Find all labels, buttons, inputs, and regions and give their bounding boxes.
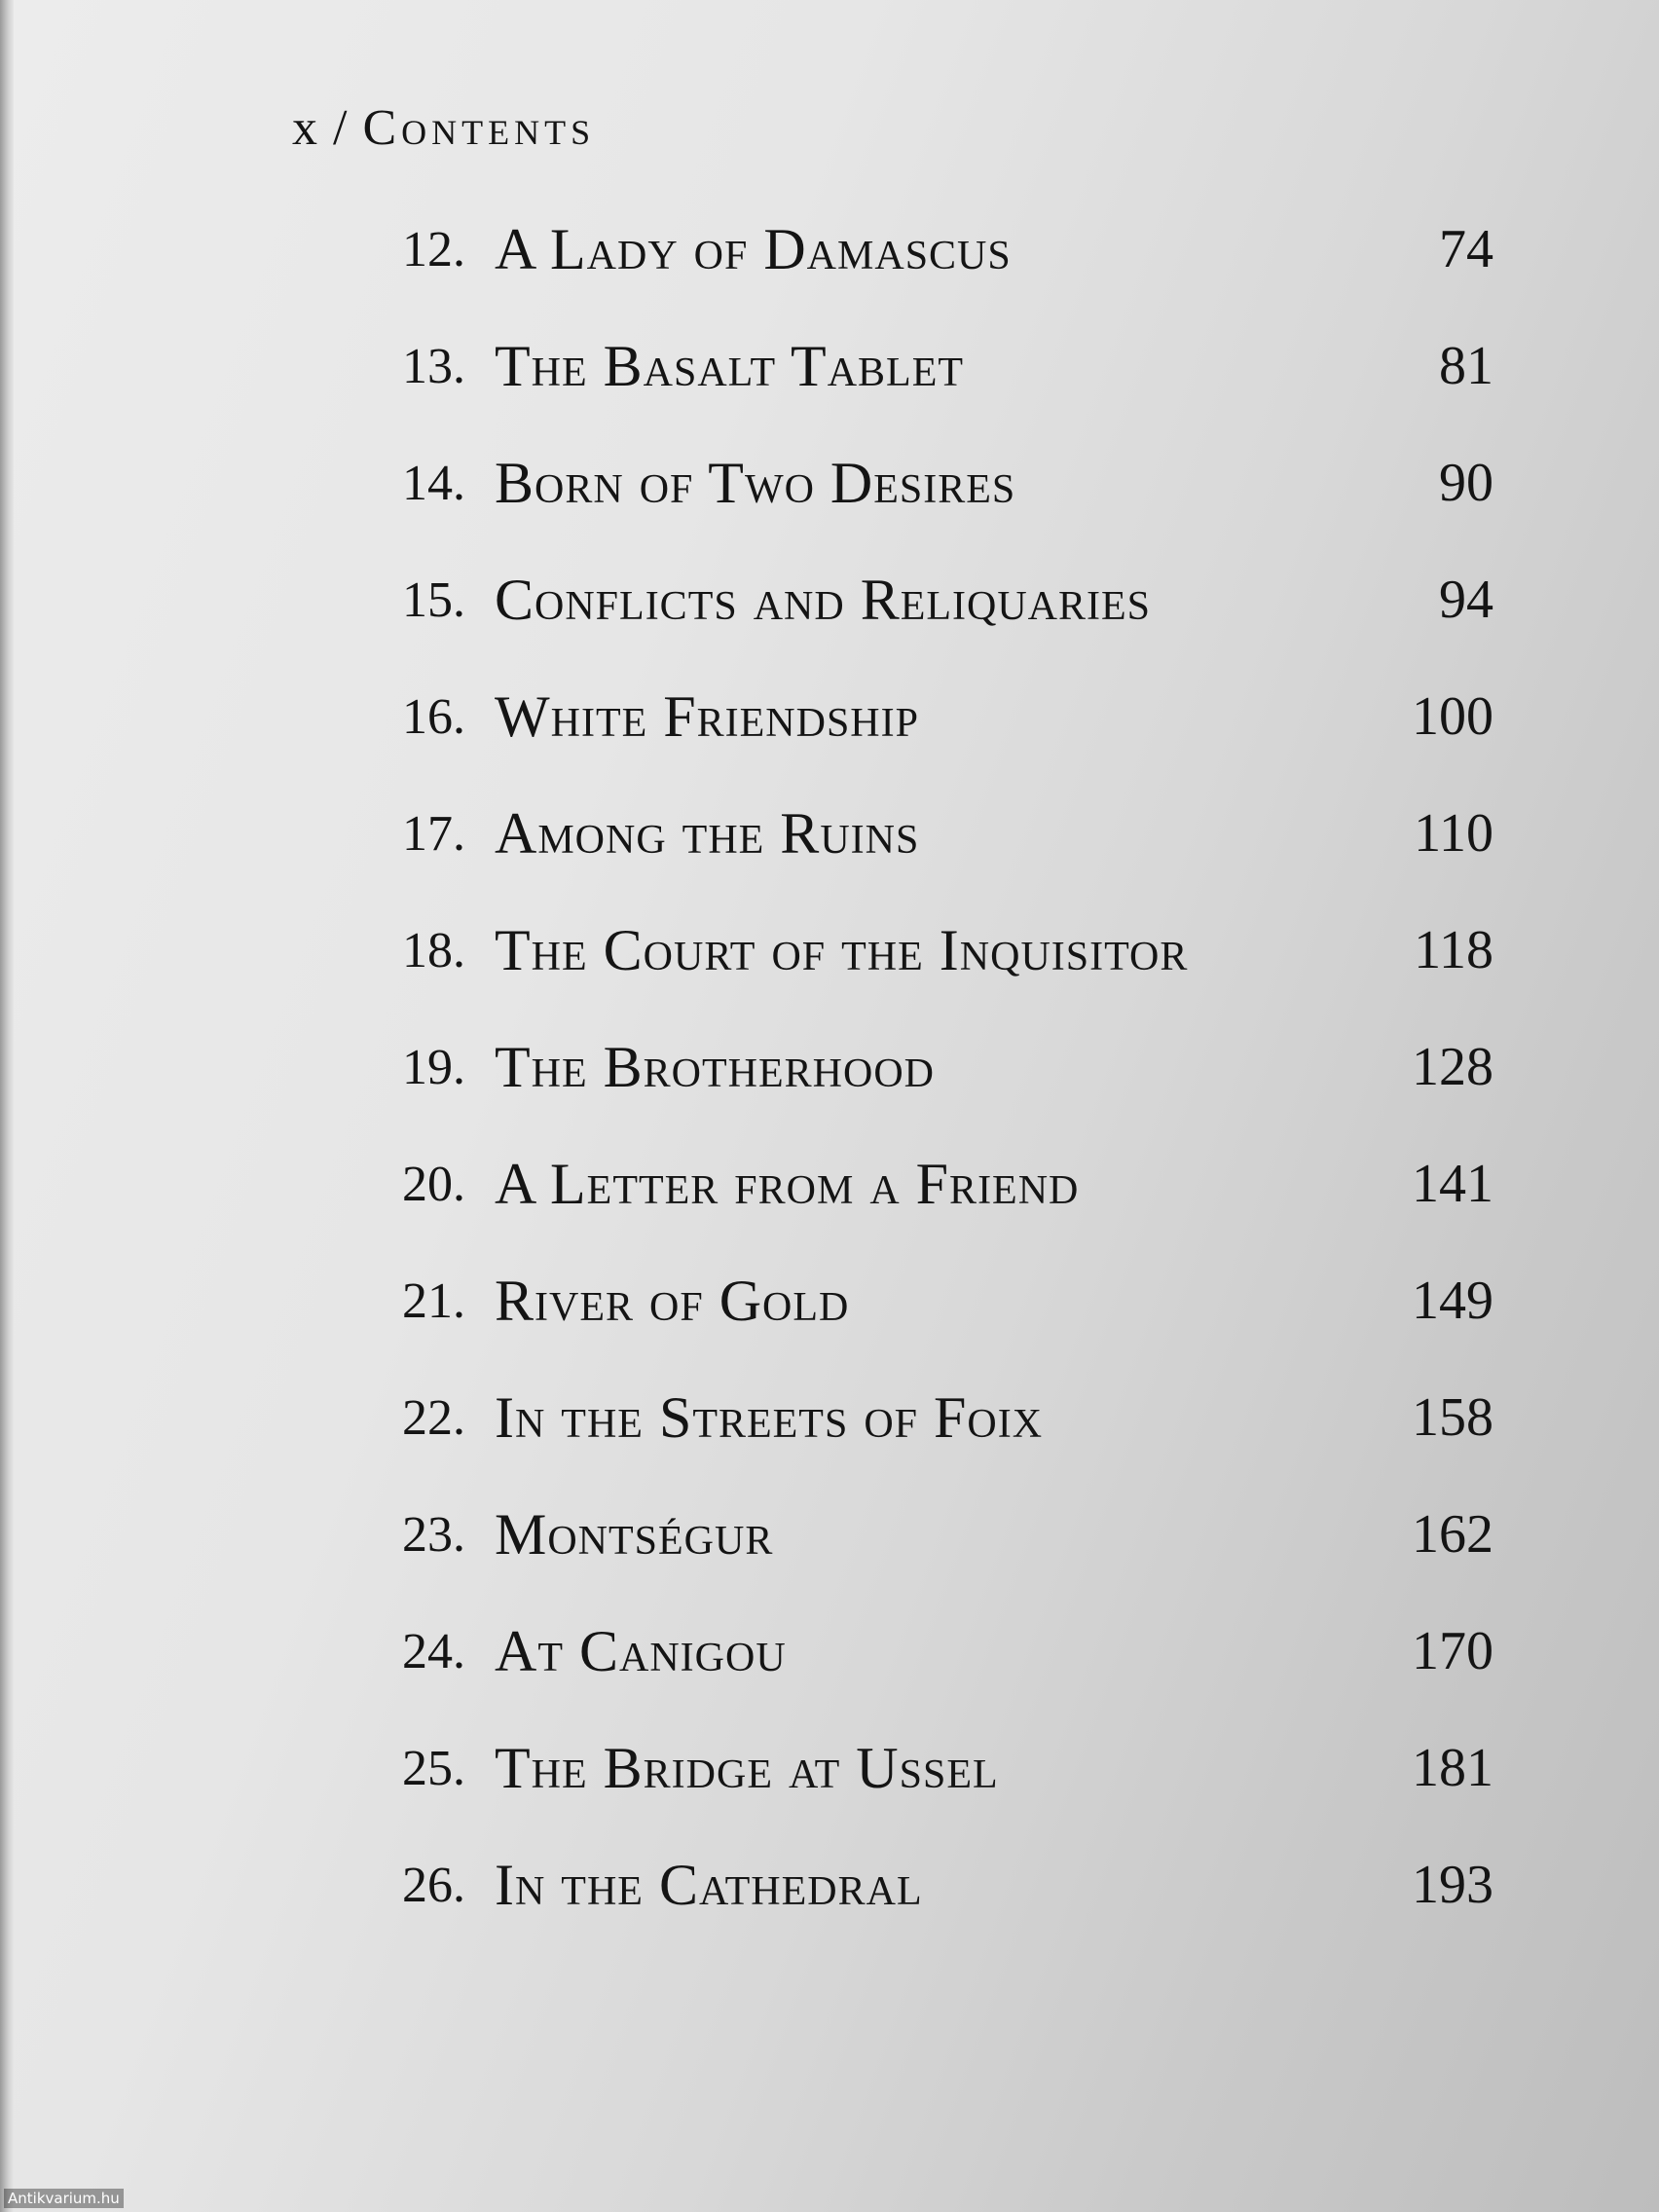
page-edge	[0, 0, 14, 2212]
watermark: Antikvarium.hu	[4, 2189, 124, 2208]
chapter-number: 22.	[402, 1389, 465, 1446]
chapter-number: 16.	[402, 688, 465, 745]
chapter-page-number: 90	[1439, 453, 1493, 513]
toc-entry-16	[360, 658, 1493, 775]
chapter-page-number: 110	[1414, 803, 1493, 864]
chapter-title: River of Gold	[495, 1268, 850, 1333]
toc-entry-23	[360, 1476, 1493, 1593]
chapter-number: 12.	[402, 221, 465, 277]
chapter-title: White Friendship	[495, 683, 919, 749]
toc-entry-26	[360, 1826, 1493, 1943]
running-head-title: Contents	[362, 100, 596, 156]
page-folio: x	[292, 100, 319, 156]
chapter-number: 24.	[402, 1623, 465, 1679]
chapter-number: 21.	[402, 1272, 465, 1329]
toc-entry-12	[360, 191, 1493, 308]
chapter-title: A Lady of Damascus	[495, 216, 1012, 281]
chapter-number: 15.	[402, 571, 465, 628]
toc-entry-17	[360, 775, 1493, 892]
toc-entry-21	[360, 1242, 1493, 1359]
chapter-page-number: 94	[1439, 570, 1493, 630]
chapter-page-number: 193	[1412, 1855, 1493, 1915]
toc-entry-25	[360, 1710, 1493, 1826]
chapter-page-number: 100	[1412, 686, 1493, 747]
chapter-page-number: 170	[1412, 1621, 1493, 1681]
chapter-title: Born of Two Desires	[495, 450, 1016, 515]
chapter-page-number: 141	[1412, 1154, 1493, 1214]
toc-entry-20	[360, 1125, 1493, 1242]
toc-entry-22	[360, 1359, 1493, 1476]
chapter-title: In the Streets of Foix	[495, 1384, 1044, 1450]
chapter-title: The Bridge at Ussel	[495, 1735, 999, 1800]
chapter-title: The Court of the Inquisitor	[495, 917, 1189, 982]
chapter-number: 19.	[402, 1039, 465, 1095]
running-head	[292, 99, 595, 157]
chapter-title: Conflicts and Reliquaries	[495, 567, 1152, 632]
chapter-number: 14.	[402, 455, 465, 511]
chapter-page-number: 181	[1412, 1738, 1493, 1798]
chapter-title: A Letter from a Friend	[495, 1151, 1080, 1216]
chapter-title: Among the Ruins	[495, 800, 920, 866]
chapter-page-number: 162	[1412, 1504, 1493, 1565]
toc-entry-13	[360, 308, 1493, 424]
toc-entry-24	[360, 1593, 1493, 1710]
toc-entry-15	[360, 541, 1493, 658]
chapter-number: 13.	[402, 338, 465, 394]
toc-entry-14	[360, 424, 1493, 541]
running-head-separator: /	[333, 100, 350, 156]
chapter-page-number: 74	[1439, 219, 1493, 279]
table-of-contents	[360, 191, 1493, 1943]
chapter-page-number: 158	[1412, 1387, 1493, 1448]
chapter-title: The Brotherhood	[495, 1034, 935, 1099]
toc-entry-18	[360, 892, 1493, 1009]
chapter-number: 26.	[402, 1857, 465, 1913]
chapter-page-number: 81	[1439, 336, 1493, 396]
chapter-page-number: 149	[1412, 1271, 1493, 1331]
chapter-number: 18.	[402, 922, 465, 978]
chapter-title: At Canigou	[495, 1618, 787, 1683]
chapter-page-number: 118	[1414, 920, 1493, 980]
chapter-title: In the Cathedral	[495, 1852, 923, 1917]
chapter-number: 25.	[402, 1740, 465, 1796]
chapter-number: 23.	[402, 1506, 465, 1563]
chapter-number: 17.	[402, 805, 465, 862]
chapter-page-number: 128	[1412, 1037, 1493, 1097]
chapter-number: 20.	[402, 1156, 465, 1212]
toc-entry-19	[360, 1009, 1493, 1125]
chapter-title: Montségur	[495, 1501, 774, 1567]
chapter-title: The Basalt Tablet	[495, 333, 965, 398]
